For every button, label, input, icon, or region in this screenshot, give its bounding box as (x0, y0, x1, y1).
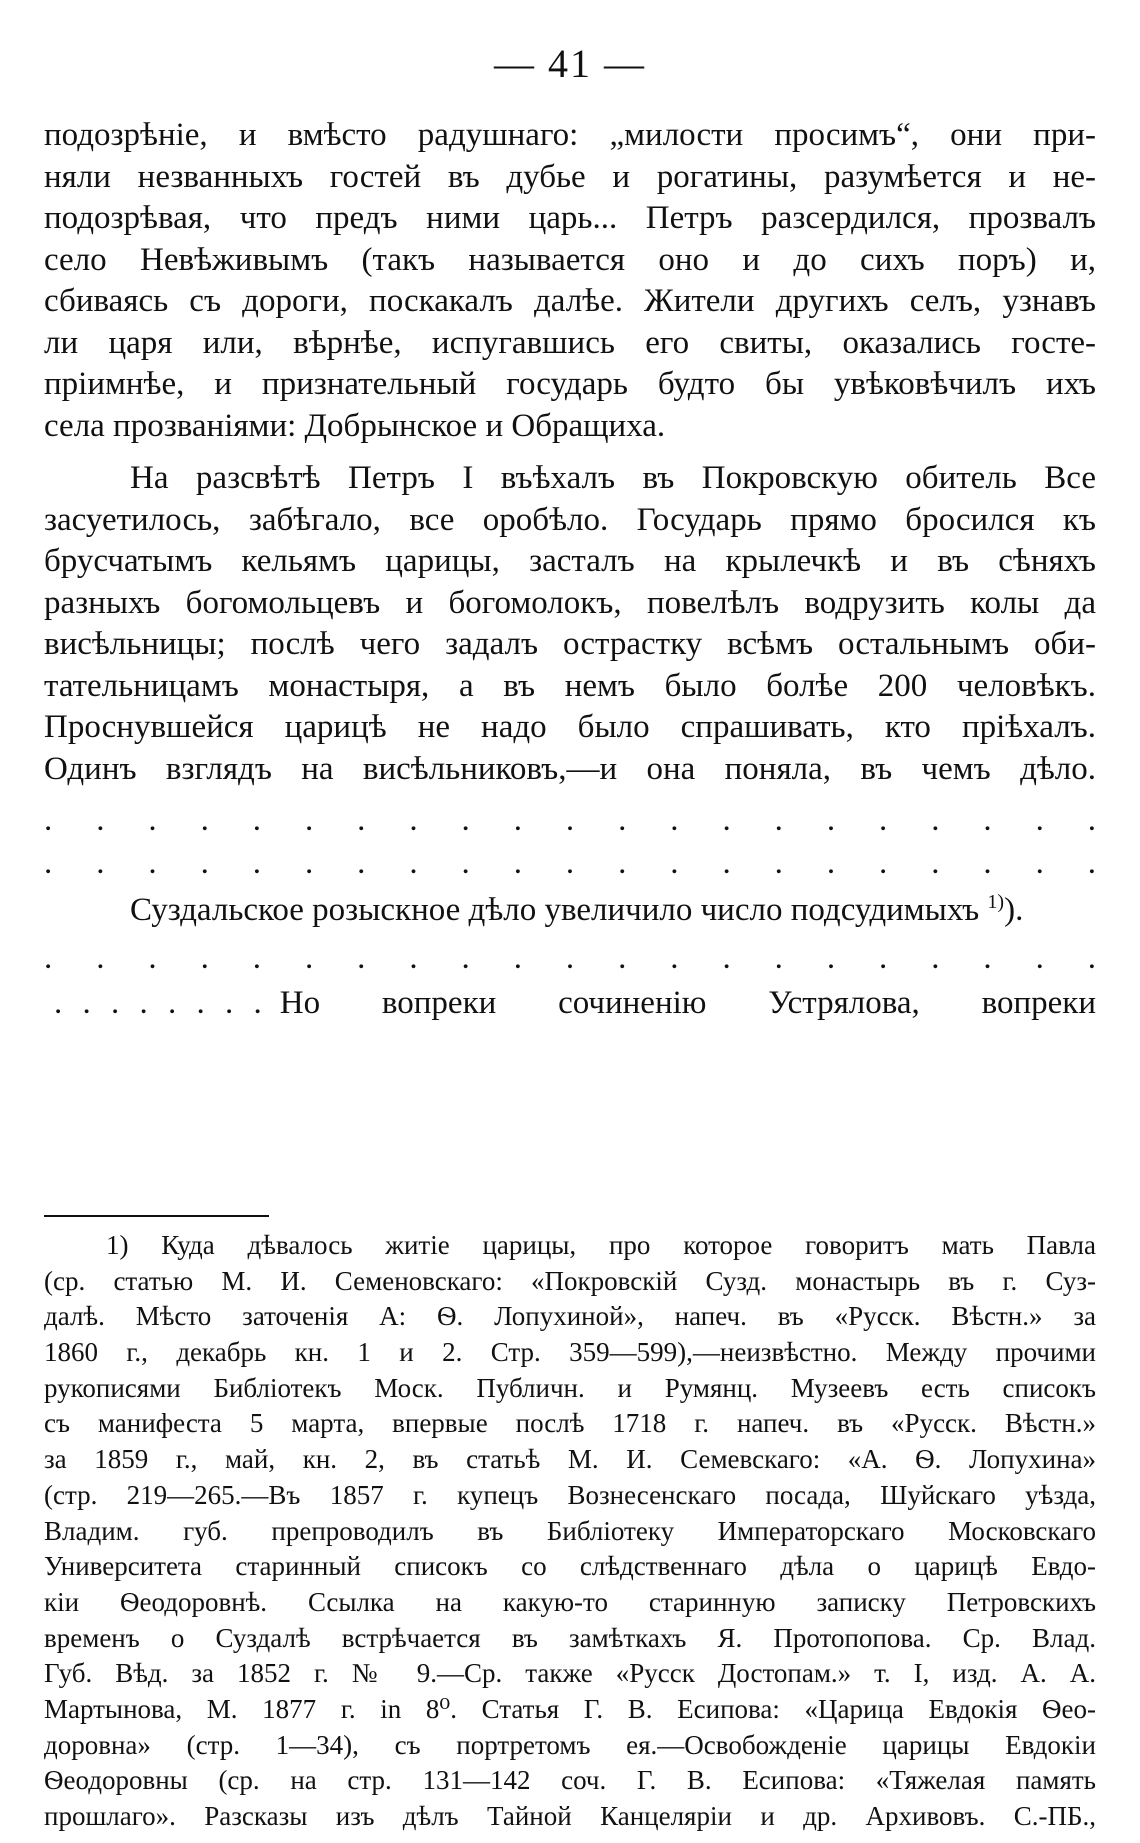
dots-line: . . . . . . . . . . . . . . . . . . . . . (44, 845, 1096, 881)
text-line: села прозваніями: Добрынское и Обращиха. (44, 407, 666, 444)
ellipsis-row (44, 938, 1096, 980)
text-line: подозрѣвая, что предъ ними царь... Петръ разсердился, прозвалъ (44, 200, 1096, 236)
paragraph-4-text: Но вопреки сочиненію Устрялова, вопреки (279, 985, 1096, 1021)
footnote-line: Ѳеодоровны (ср. на стр. 131—142 соч. Г. В. Есипова: «Тяжелая память (44, 1765, 1096, 1796)
text-line: Одинъ взглядъ на висѣльниковъ,—и она поняла, въ чемъ дѣло. (44, 750, 1096, 787)
footnote-line: Губ. Вѣд. за 1852 г. № 9.—Ср. также «Русск Достопам.» т. I, изд. А. А. (44, 1658, 1096, 1689)
dots-line: . . . . . . . . . . . . . . . . . . . . . (44, 940, 1096, 976)
text-line: разныхъ богомольцевъ и богомолокъ, повелѣлъ водрузить колы да (44, 584, 1096, 621)
text-line: село Невѣживымъ (такъ называется оно и до сихъ поръ) и, (44, 241, 1096, 278)
footnote-line: рукописями Библіотекъ Моск. Публичн. и Румянц. Музеевъ есть списокъ (44, 1372, 1096, 1403)
footnote-marker: 1) (987, 891, 1005, 913)
footnote-line: Мартынова, М. 1877 г. in 8⁰. Статья Г. В. Есипова: «Царица Евдокія Ѳео- (44, 1693, 1096, 1724)
footnote-line: Университета старинный списокъ со слѣдственнаго дѣла о царицѣ Евдо- (44, 1551, 1096, 1582)
text-line: няли незванныхъ гостей въ дубье и рогатины, разумѣется и не- (44, 158, 1096, 195)
text-line: сбиваясь съ дороги, поскакалъ далѣе. Жители другихъ селъ, узнавъ (44, 283, 1096, 319)
footnote-line: временъ о Суздалѣ встрѣчается въ замѣткахъ Я. Протопопова. Ср. Влад. (44, 1622, 1096, 1653)
text-line: На разсвѣтѣ Петръ I въѣхалъ въ Покровскую обитель Все (130, 460, 1096, 496)
footnote-line: (ср. статью М. И. Семеновскаго: «Покровскій Сузд. монастырь въ г. Суз- (44, 1265, 1096, 1296)
paragraph-1 (44, 115, 1096, 447)
footnote-line: доровна» (стр. 1—34), съ портретомъ ея.—Освобожденіе царицы Евдокіи (44, 1729, 1096, 1760)
text-line: тательницамъ монастыря, а въ немъ было болѣе 200 человѣкъ. (44, 667, 1096, 704)
footnote-line: 1) Куда дѣвалось житіе царицы, про которое говоритъ мать Павла (106, 1230, 1096, 1260)
footnote-line: Владим. губ. препроводилъ въ Библіотеку Императорскаго Московскаго (44, 1515, 1096, 1546)
page-number: — 41 — (494, 41, 646, 86)
paragraph-4 (44, 983, 1096, 1025)
footnote-rule (44, 1215, 269, 1217)
dots-line: . . . . . . . . . . . . . . . . . . . . . (44, 802, 1096, 838)
footnote-line: прошлаго». Разсказы изъ дѣлъ Тайной Канцеляріи и др. Архивовъ. С.-ПБ., (44, 1801, 1096, 1831)
footnote-line: далѣ. Мѣсто заточенія А: Ѳ. Лопухиной», напеч. въ «Русск. Вѣстн.» за (44, 1301, 1096, 1332)
ellipsis-row (44, 843, 1096, 885)
footnote-line: съ манифеста 5 марта, впервые послѣ 1718 г. напеч. въ «Русск. Вѣстн.» (44, 1408, 1096, 1439)
footnote (44, 1228, 1096, 1835)
paragraph-3-text: Суздальское розыскное дѣло увеличило число подсудимыхъ (130, 892, 980, 928)
footnote-line: за 1859 г., май, кн. 2, въ статьѣ М. И. Семевскаго: «А. Ѳ. Лопухина» (44, 1444, 1096, 1475)
text-line: висѣльницы; послѣ чего задалъ острастку всѣмъ остальнымъ оби- (44, 626, 1096, 662)
paragraph-2 (44, 458, 1096, 790)
footnote-line: кіи Ѳеодоровнѣ. Ссылка на какую-то старинную записку Петровскихъ (44, 1586, 1096, 1617)
text-line: засуетилось, забѣгало, все оробѣло. Государь прямо бросился къ (44, 501, 1096, 538)
ellipsis-row (44, 800, 1096, 842)
paragraph-3 (44, 890, 1096, 932)
text-line: брусчатымъ кельямъ царицы, засталъ на крылечкѣ и въ сѣняхъ (44, 543, 1096, 579)
dots-short: . . . . . . . . (54, 985, 268, 1021)
text-line: Суздальское розыскное дѣло увеличило число подсудимыхъ $^{1)}$). (130, 891, 1024, 928)
text-line: Проснувшейся царицѣ не надо было спрашивать, кто пріѣхалъ. (44, 709, 1096, 745)
footnote-line: (стр. 219—265.—Въ 1857 г. купецъ Вознесенскаго посада, Шуйскаго уѣзда, (44, 1479, 1096, 1510)
text-line: подозрѣніе, и вмѣсто радушнаго: „милости просимъ“, они при- (44, 117, 1096, 153)
text-line (44, 983, 1096, 1025)
footnote-line: 1860 г., декабрь кн. 1 и 2. Стр. 359—599),—неизвѣстно. Между прочими (44, 1337, 1096, 1368)
text-line: пріимнѣе, и признательный государь будто бы увѣковѣчилъ ихъ (44, 366, 1096, 402)
text-line: ли царя или, вѣрнѣе, испугавшись его свиты, оказались госте- (44, 324, 1096, 361)
